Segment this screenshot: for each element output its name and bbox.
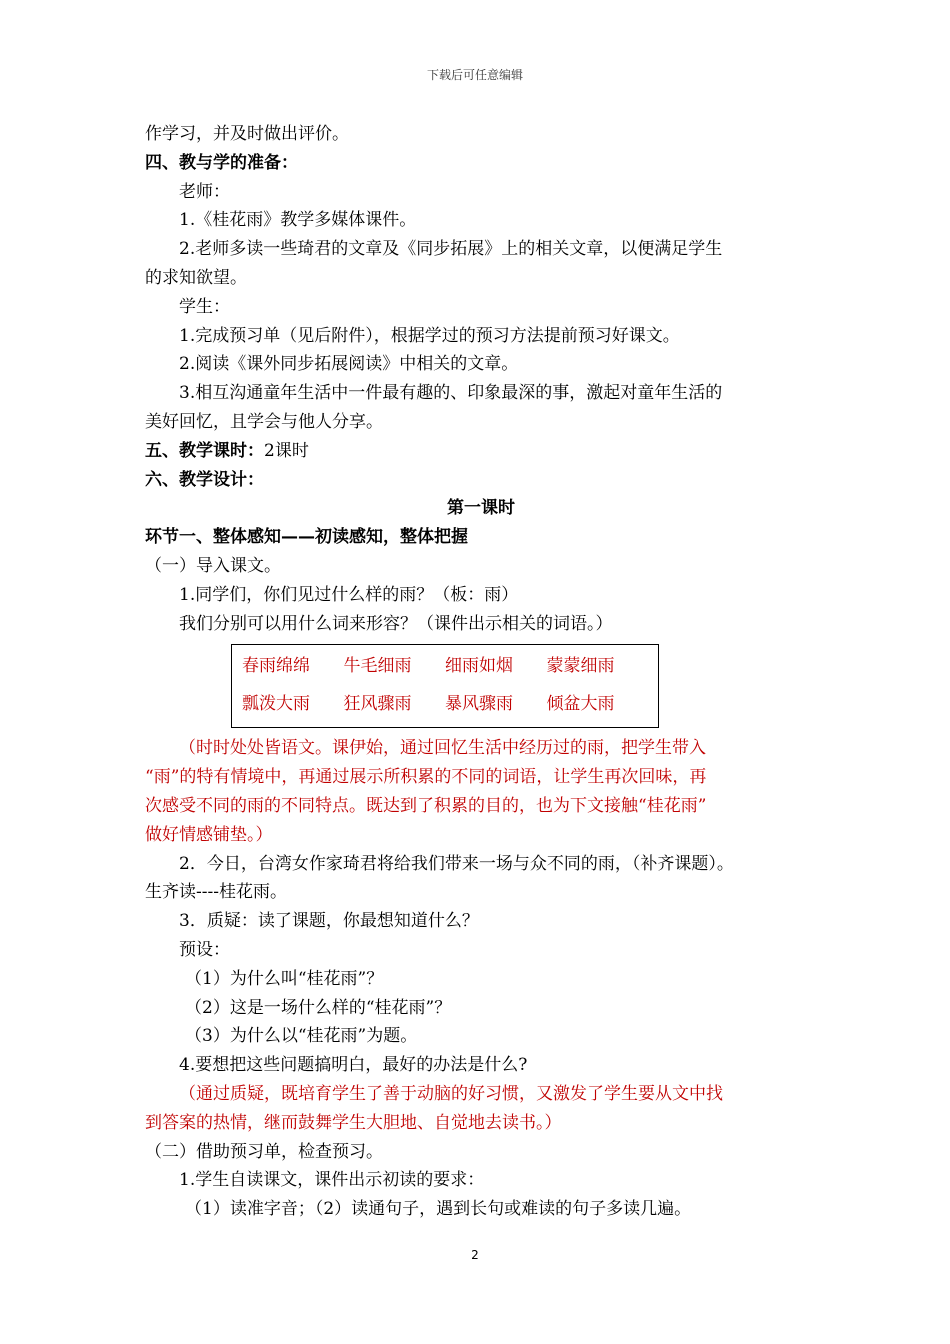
text-line: 预设： (179, 939, 230, 960)
text-line: 2.阅读《课外同步拓展阅读》中相关的文章。 (179, 354, 519, 375)
page-header: 下载后可任意编辑 (426, 68, 523, 82)
word-item: 春雨绵绵 (242, 656, 310, 677)
word-item: 蒙蒙细雨 (546, 656, 615, 677)
text-line: 1.同学们，你们见过什么样的雨？（板：雨） (179, 584, 519, 605)
page-number: 2 (471, 1248, 479, 1262)
text-line: 1.《桂花雨》教学多媒体课件。 (179, 210, 417, 231)
note-line: （时时处处皆语文。课伊始，通过回忆生活中经历过的雨，把学生带入 (179, 738, 706, 759)
text-line: （2）这是一场什么样的“桂花雨”？ (185, 997, 452, 1018)
word-row (242, 647, 648, 685)
text-line: 3．质疑：读了课题，你最想知道什么？ (179, 911, 479, 932)
text-line: （1）为什么叫“桂花雨”？ (185, 968, 384, 989)
text-line: 1.学生自读课文，课件出示初读的要求： (179, 1170, 485, 1191)
word-item: 细雨如烟 (445, 656, 513, 677)
text-line: 3.相互沟通童年生活中一件最有趣的、印象最深的事，激起对童年生活的 (179, 383, 723, 404)
document-body (145, 120, 817, 1224)
word-item: 牛毛细雨 (343, 656, 412, 677)
stage-heading: 环节一、整体感知——初读感知，整体把握 (145, 527, 468, 548)
word-item: 暴风骤雨 (445, 694, 513, 715)
lesson-title: 第一课时 (447, 498, 515, 519)
subsection-heading: （二）借助预习单，检查预习。 (145, 1141, 383, 1162)
text-line: （1）读准字音；（2）读通句子，遇到长句或难读的句子多读几遍。 (185, 1199, 692, 1220)
word-item: 倾盆大雨 (546, 694, 615, 715)
note-line: 次感受不同的雨的不同特点。既达到了积累的目的，也为下文接触“桂花雨” (145, 795, 707, 816)
text-line: 我们分别可以用什么词来形容？（课件出示相关的词语。） (179, 613, 613, 634)
note-line: “雨”的特有情境中，再通过展示所积累的不同的词语，让学生再次回味，再 (145, 767, 707, 788)
text-line: 4.要想把这些问题搞明白，最好的办法是什么? (179, 1055, 528, 1076)
text-line: 2．今日，台湾女作家琦君将给我们带来一场与众不同的雨，（补齐课题）。 (179, 853, 734, 874)
heading-value: 2课时 (264, 440, 309, 461)
section-heading-6: 六、教学设计： (145, 469, 264, 490)
text-line: 生齐读----桂花雨。 (145, 882, 287, 903)
text-line: （3）为什么以“桂花雨”为题。 (185, 1026, 418, 1047)
note-line: 到答案的热情，继而鼓舞学生大胆地、自觉地去读书。） (145, 1112, 562, 1133)
section-heading-4: 四、教与学的准备： (145, 152, 298, 173)
text-line: 学生： (179, 296, 230, 317)
heading-label: 五、教学课时： (145, 440, 264, 461)
word-item: 狂风骤雨 (343, 694, 412, 715)
text-line: 作学习，并及时做出评价。 (145, 124, 349, 144)
text-line: 老师： (179, 181, 230, 202)
word-item: 瓢泼大雨 (242, 694, 310, 715)
subsection-heading: （一）导入课文。 (145, 555, 281, 576)
section-heading-5 (145, 437, 817, 466)
text-line: 美好回忆，且学会与他人分享。 (145, 411, 383, 432)
word-box (231, 644, 659, 728)
text-line: 1.完成预习单（见后附件），根据学过的预习方法提前预习好课文。 (179, 325, 680, 346)
note-line: 做好情感铺垫。） (145, 824, 273, 845)
note-line: （通过质疑，既培育学生了善于动脑的好习惯，又激发了学生要从文中找 (179, 1083, 723, 1104)
word-row (242, 685, 648, 723)
text-line: 2.老师多读一些琦君的文章及《同步拓展》上的相关文章，以便满足学生 (179, 239, 723, 260)
text-line: 的求知欲望。 (145, 267, 247, 288)
